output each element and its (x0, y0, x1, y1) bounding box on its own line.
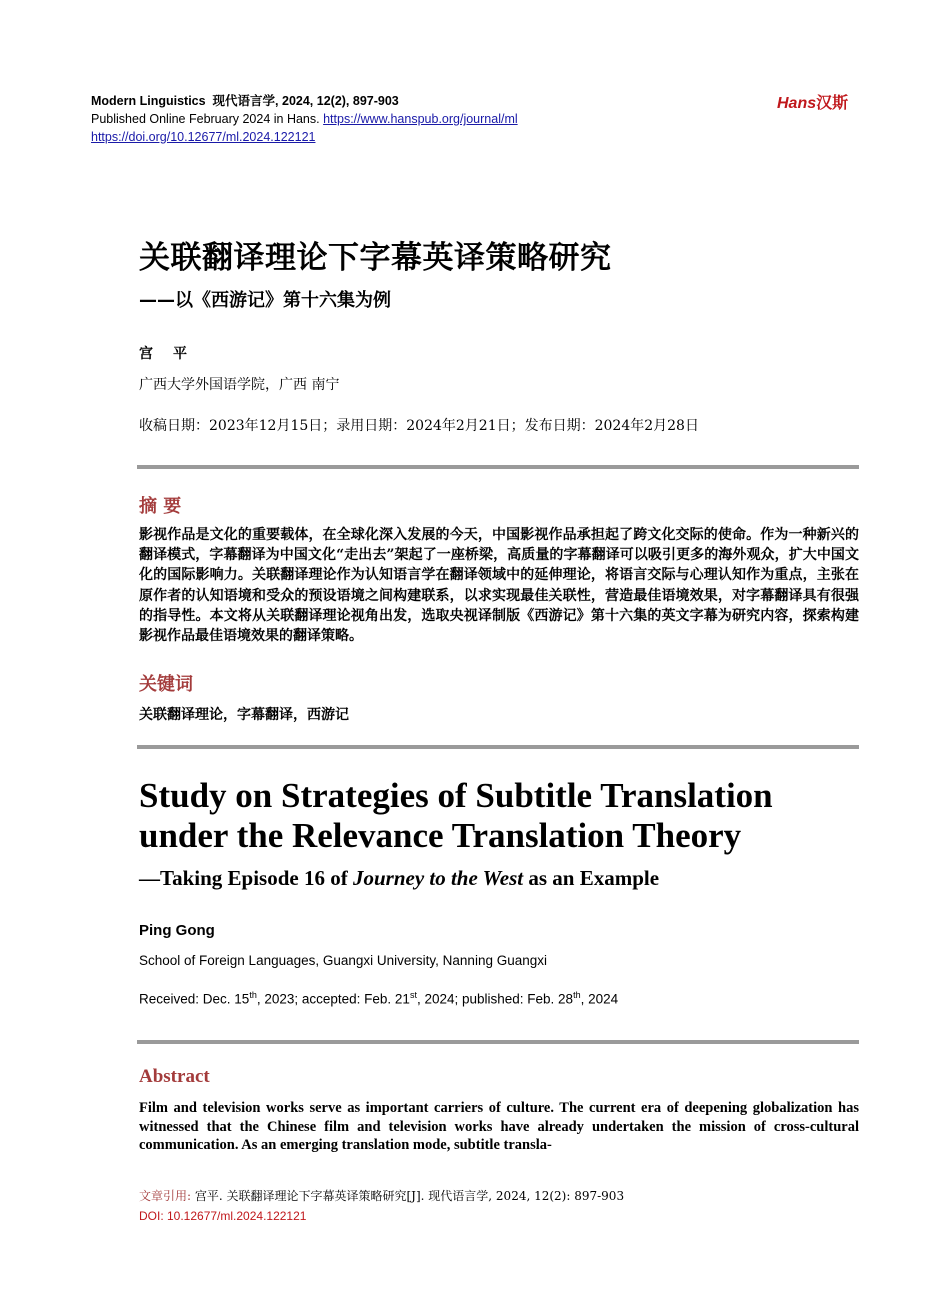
published-year: , 2024 (580, 991, 619, 1007)
published-line (91, 110, 518, 128)
en-abstract: Film and television works serve as important carriers of culture. The current era of deepening globalization has witnessed that the Chinese film and television works have already undertaken the mission of cross-cultural communication. As an emerging translation mode, subtitle transla- (139, 1100, 859, 1153)
accepted-sup: st (409, 990, 417, 1000)
citation-line (139, 1186, 624, 1206)
published-sup: th (573, 990, 581, 1000)
en-subtitle-work: Journey to the West (352, 866, 524, 890)
cn-keywords-heading: 关键词 (139, 674, 193, 695)
en-subtitle (139, 866, 659, 891)
received-date: Received: Dec. 15 (139, 991, 250, 1007)
divider-bottom (137, 1040, 859, 1044)
citation-footer (139, 1186, 624, 1226)
en-title: Study on Strategies of Subtitle Translation under the Relevance Translation Theory (139, 776, 773, 855)
citation-label: 文章引用: (139, 1189, 192, 1203)
journal-citation-line (91, 92, 518, 110)
journal-name-cn-issue: 现代语言学, 2024, 12(2), 897-903 (212, 94, 399, 108)
accepted-date: , 2023; accepted: Feb. 21 (256, 991, 410, 1007)
received-sup: th (249, 990, 257, 1000)
logo-latin: Hans (777, 95, 817, 112)
cn-dates: 收稿日期：2023年12月15日；录用日期：2024年2月21日；发布日期：2024年2月28日 (139, 418, 699, 434)
en-subtitle-prefix: —Taking Episode 16 of (139, 866, 353, 890)
journal-header (91, 92, 518, 146)
doi-link[interactable]: https://doi.org/10.12677/ml.2024.122121 (91, 130, 316, 144)
en-author: Ping Gong (139, 922, 215, 939)
cn-keywords: 关联翻译理论，字幕翻译，西游记 (139, 707, 349, 723)
cn-affiliation: 广西大学外国语学院，广西 南宁 (139, 377, 340, 393)
en-abstract-heading: Abstract (139, 1066, 210, 1087)
journal-link[interactable]: https://www.hanspub.org/journal/ml (323, 112, 518, 126)
divider-middle (137, 745, 859, 749)
doi-line (91, 128, 518, 146)
cn-author: 宫平 (139, 346, 207, 362)
footer-doi: DOI: 10.12677/ml.2024.122121 (139, 1209, 307, 1223)
en-dates (139, 990, 618, 1007)
cn-abstract-heading: 摘 要 (139, 496, 182, 517)
cn-subtitle: ——以《西游记》第十六集为例 (139, 290, 391, 311)
citation-text: 宫平. 关联翻译理论下字幕英译策略研究[J]. 现代语言学, 2024, 12(2): 897-903 (191, 1189, 625, 1203)
divider-top (137, 465, 859, 469)
published-date: , 2024; published: Feb. 28 (416, 991, 574, 1007)
cn-title: 关联翻译理论下字幕英译策略研究 (139, 240, 612, 276)
hans-logo (777, 90, 848, 113)
published-prefix: Published Online February 2024 in Hans. (91, 112, 320, 126)
cn-abstract: 影视作品是文化的重要载体，在全球化深入发展的今天，中国影视作品承担起了跨文化交际的使命。作为一种新兴的翻译模式，字幕翻译为中国文化“走出去”架起了一座桥梁，高质量的字幕翻译可以吸引更多的海外观众，扩大中国文化的国际影响力。关联翻译理论作为认知语言学在翻译领域中的延伸理论，将语言交际与心理认知作为重点，主张在原作者的认知语境和受众的预设语境之间构建联系，以求实现最佳关联性，营造最佳语境效果，对字幕翻译具有很强的指导性。本文将从关联翻译理论视角出发，选取央视译制版《西游记》第十六集的英文字幕为研究内容，探索构建影视作品最佳语境效果的翻译策略。 (139, 527, 859, 645)
en-subtitle-suffix: as an Example (523, 866, 660, 890)
journal-name-en: Modern Linguistics (91, 94, 206, 108)
en-affiliation: School of Foreign Languages, Guangxi University, Nanning Guangxi (139, 953, 547, 968)
logo-cn: 汉斯 (816, 93, 849, 112)
